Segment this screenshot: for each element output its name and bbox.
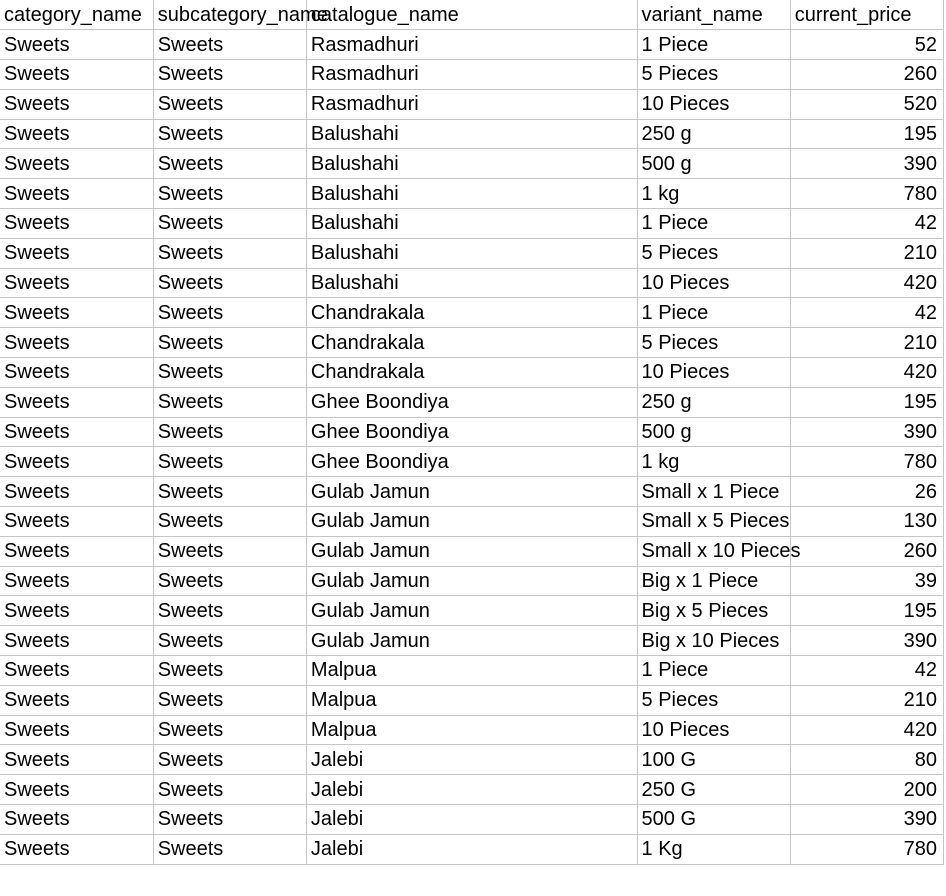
cell-current-price[interactable]: 780 [790, 447, 943, 477]
cell-subcategory-name[interactable]: Sweets [153, 60, 306, 90]
table-row [0, 447, 944, 477]
cell-subcategory-name[interactable]: Sweets [153, 834, 306, 864]
cell-current-price[interactable]: 80 [790, 745, 943, 775]
cell-catalogue-name[interactable]: Jalebi [306, 745, 637, 775]
cell-catalogue-name[interactable]: Rasmadhuri [306, 30, 637, 60]
cell-subcategory-name[interactable]: Sweets [153, 745, 306, 775]
cell-subcategory-name[interactable]: Sweets [153, 268, 306, 298]
cell-variant-name[interactable]: 5 Pieces [637, 328, 790, 358]
cell-current-price[interactable]: 420 [790, 268, 943, 298]
cell-subcategory-name[interactable]: Sweets [153, 30, 306, 60]
cell-category-name[interactable]: Sweets [0, 238, 153, 268]
cell-category-name[interactable]: Sweets [0, 30, 153, 60]
cell-catalogue-name[interactable]: Balushahi [306, 268, 637, 298]
cell-subcategory-name[interactable]: Sweets [153, 477, 306, 507]
table-row [0, 30, 944, 60]
cell-catalogue-name[interactable]: Chandrakala [306, 358, 637, 388]
cell-category-name[interactable]: Sweets [0, 209, 153, 239]
cell-category-name[interactable]: Sweets [0, 179, 153, 209]
cell-catalogue-name[interactable]: Ghee Boondiya [306, 387, 637, 417]
cell-subcategory-name[interactable]: Sweets [153, 238, 306, 268]
cell-catalogue-name[interactable]: Gulab Jamun [306, 507, 637, 537]
cell-current-price[interactable]: 390 [790, 417, 943, 447]
cell-current-price[interactable]: 42 [790, 656, 943, 686]
cell-variant-name[interactable]: 1 Kg [637, 834, 790, 864]
cell-variant-name[interactable]: 1 kg [637, 179, 790, 209]
cell-category-name[interactable]: Sweets [0, 715, 153, 745]
cell-variant-name[interactable]: Small x 10 Pieces [637, 536, 790, 566]
cell-category-name[interactable]: Sweets [0, 596, 153, 626]
cell-catalogue-name[interactable]: Rasmadhuri [306, 89, 637, 119]
cell-current-price[interactable]: 260 [790, 536, 943, 566]
cell-subcategory-name[interactable]: Sweets [153, 89, 306, 119]
cell-current-price[interactable]: 195 [790, 387, 943, 417]
cell-category-name[interactable]: Sweets [0, 119, 153, 149]
cell-subcategory-name[interactable]: Sweets [153, 685, 306, 715]
cell-variant-name[interactable]: 10 Pieces [637, 358, 790, 388]
cell-current-price[interactable]: 780 [790, 179, 943, 209]
cell-variant-name[interactable]: 5 Pieces [637, 238, 790, 268]
cell-current-price[interactable]: 420 [790, 358, 943, 388]
cell-variant-name[interactable]: 1 Piece [637, 30, 790, 60]
cell-category-name[interactable]: Sweets [0, 805, 153, 835]
cell-variant-name[interactable]: 1 kg [637, 447, 790, 477]
table-row [0, 507, 944, 537]
table-row [0, 268, 944, 298]
cell-catalogue-name[interactable]: Balushahi [306, 119, 637, 149]
table-row [0, 596, 944, 626]
cell-catalogue-name[interactable]: Malpua [306, 685, 637, 715]
cell-catalogue-name[interactable]: Balushahi [306, 238, 637, 268]
cell-catalogue-name[interactable]: Gulab Jamun [306, 536, 637, 566]
cell-variant-name[interactable]: 5 Pieces [637, 685, 790, 715]
cell-current-price[interactable]: 390 [790, 626, 943, 656]
header-catalogue-name[interactable]: catalogue_name [306, 0, 637, 30]
cell-current-price[interactable]: 520 [790, 89, 943, 119]
cell-variant-name[interactable]: 500 g [637, 417, 790, 447]
cell-variant-name[interactable]: 500 G [637, 805, 790, 835]
cell-catalogue-name[interactable]: Gulab Jamun [306, 626, 637, 656]
cell-variant-name[interactable]: 500 g [637, 149, 790, 179]
cell-current-price[interactable]: 210 [790, 238, 943, 268]
cell-catalogue-name[interactable]: Malpua [306, 656, 637, 686]
cell-category-name[interactable]: Sweets [0, 447, 153, 477]
cell-current-price[interactable]: 210 [790, 685, 943, 715]
cell-category-name[interactable]: Sweets [0, 536, 153, 566]
cell-current-price[interactable]: 210 [790, 328, 943, 358]
header-current-price[interactable]: current_price [790, 0, 943, 30]
cell-variant-name[interactable]: 250 g [637, 387, 790, 417]
cell-subcategory-name[interactable]: Sweets [153, 536, 306, 566]
cell-current-price[interactable]: 130 [790, 507, 943, 537]
table-row [0, 745, 944, 775]
cell-category-name[interactable]: Sweets [0, 60, 153, 90]
table-row [0, 298, 944, 328]
cell-catalogue-name[interactable]: Balushahi [306, 179, 637, 209]
table-row [0, 477, 944, 507]
table-row [0, 417, 944, 447]
cell-category-name[interactable]: Sweets [0, 358, 153, 388]
cell-variant-name[interactable]: 250 g [637, 119, 790, 149]
cell-catalogue-name[interactable]: Gulab Jamun [306, 596, 637, 626]
cell-variant-name[interactable]: 1 Piece [637, 656, 790, 686]
cell-variant-name[interactable]: Big x 1 Piece [637, 566, 790, 596]
cell-current-price[interactable]: 260 [790, 60, 943, 90]
cell-category-name[interactable]: Sweets [0, 834, 153, 864]
cell-current-price[interactable]: 26 [790, 477, 943, 507]
cell-subcategory-name[interactable]: Sweets [153, 656, 306, 686]
cell-current-price[interactable]: 780 [790, 834, 943, 864]
cell-category-name[interactable]: Sweets [0, 328, 153, 358]
cell-current-price[interactable]: 200 [790, 775, 943, 805]
cell-category-name[interactable]: Sweets [0, 89, 153, 119]
table-row [0, 775, 944, 805]
cell-variant-name[interactable]: 100 G [637, 745, 790, 775]
cell-variant-name[interactable]: Small x 1 Piece [637, 477, 790, 507]
cell-category-name[interactable]: Sweets [0, 417, 153, 447]
header-variant-name[interactable]: variant_name [637, 0, 790, 30]
table-row [0, 60, 944, 90]
cell-subcategory-name[interactable]: Sweets [153, 447, 306, 477]
table-body [0, 30, 944, 864]
table-row [0, 119, 944, 149]
table-row [0, 715, 944, 745]
cell-variant-name[interactable]: 1 Piece [637, 209, 790, 239]
cell-subcategory-name[interactable]: Sweets [153, 298, 306, 328]
cell-subcategory-name[interactable]: Sweets [153, 119, 306, 149]
cell-current-price[interactable]: 42 [790, 298, 943, 328]
cell-catalogue-name[interactable]: Chandrakala [306, 298, 637, 328]
cell-category-name[interactable]: Sweets [0, 268, 153, 298]
cell-current-price[interactable]: 390 [790, 805, 943, 835]
cell-variant-name[interactable]: Big x 5 Pieces [637, 596, 790, 626]
cell-subcategory-name[interactable]: Sweets [153, 328, 306, 358]
cell-catalogue-name[interactable]: Jalebi [306, 775, 637, 805]
cell-subcategory-name[interactable]: Sweets [153, 626, 306, 656]
cell-category-name[interactable]: Sweets [0, 685, 153, 715]
cell-category-name[interactable]: Sweets [0, 477, 153, 507]
header-row [0, 0, 944, 30]
header-subcategory-name[interactable]: subcategory_name [153, 0, 306, 30]
cell-subcategory-name[interactable]: Sweets [153, 358, 306, 388]
table-row [0, 685, 944, 715]
cell-subcategory-name[interactable]: Sweets [153, 209, 306, 239]
cell-subcategory-name[interactable]: Sweets [153, 775, 306, 805]
cell-subcategory-name[interactable]: Sweets [153, 715, 306, 745]
table-row [0, 89, 944, 119]
table-row [0, 834, 944, 864]
cell-subcategory-name[interactable]: Sweets [153, 179, 306, 209]
cell-category-name[interactable]: Sweets [0, 387, 153, 417]
cell-current-price[interactable]: 195 [790, 119, 943, 149]
table-row [0, 566, 944, 596]
cell-category-name[interactable]: Sweets [0, 626, 153, 656]
cell-current-price[interactable]: 42 [790, 209, 943, 239]
table-row [0, 328, 944, 358]
cell-catalogue-name[interactable]: Ghee Boondiya [306, 447, 637, 477]
cell-subcategory-name[interactable]: Sweets [153, 387, 306, 417]
cell-subcategory-name[interactable]: Sweets [153, 566, 306, 596]
table-row [0, 238, 944, 268]
cell-catalogue-name[interactable]: Gulab Jamun [306, 477, 637, 507]
cell-catalogue-name[interactable]: Ghee Boondiya [306, 417, 637, 447]
cell-category-name[interactable]: Sweets [0, 149, 153, 179]
cell-current-price[interactable]: 390 [790, 149, 943, 179]
cell-catalogue-name[interactable]: Rasmadhuri [306, 60, 637, 90]
cell-category-name[interactable]: Sweets [0, 656, 153, 686]
cell-variant-name[interactable]: 250 G [637, 775, 790, 805]
cell-variant-name[interactable]: 10 Pieces [637, 268, 790, 298]
cell-current-price[interactable]: 52 [790, 30, 943, 60]
cell-catalogue-name[interactable]: Malpua [306, 715, 637, 745]
cell-subcategory-name[interactable]: Sweets [153, 805, 306, 835]
cell-subcategory-name[interactable]: Sweets [153, 507, 306, 537]
cell-category-name[interactable]: Sweets [0, 775, 153, 805]
cell-variant-name[interactable]: 10 Pieces [637, 715, 790, 745]
cell-variant-name[interactable]: Small x 5 Pieces [637, 507, 790, 537]
cell-subcategory-name[interactable]: Sweets [153, 596, 306, 626]
table-row [0, 209, 944, 239]
table-row [0, 149, 944, 179]
header-category-name[interactable]: category_name [0, 0, 153, 30]
cell-current-price[interactable]: 195 [790, 596, 943, 626]
cell-catalogue-name[interactable]: Gulab Jamun [306, 566, 637, 596]
table-row [0, 536, 944, 566]
cell-category-name[interactable]: Sweets [0, 566, 153, 596]
cell-current-price[interactable]: 420 [790, 715, 943, 745]
cell-variant-name[interactable]: 10 Pieces [637, 89, 790, 119]
cell-catalogue-name[interactable]: Balushahi [306, 149, 637, 179]
cell-category-name[interactable]: Sweets [0, 745, 153, 775]
cell-variant-name[interactable]: 1 Piece [637, 298, 790, 328]
table-row [0, 626, 944, 656]
cell-catalogue-name[interactable]: Chandrakala [306, 328, 637, 358]
cell-subcategory-name[interactable]: Sweets [153, 417, 306, 447]
cell-category-name[interactable]: Sweets [0, 507, 153, 537]
cell-variant-name[interactable]: 5 Pieces [637, 60, 790, 90]
cell-catalogue-name[interactable]: Jalebi [306, 834, 637, 864]
table-row [0, 805, 944, 835]
table-row [0, 179, 944, 209]
cell-catalogue-name[interactable]: Balushahi [306, 209, 637, 239]
table-row [0, 387, 944, 417]
cell-current-price[interactable]: 39 [790, 566, 943, 596]
table-row [0, 656, 944, 686]
cell-subcategory-name[interactable]: Sweets [153, 149, 306, 179]
table-row [0, 358, 944, 388]
cell-variant-name[interactable]: Big x 10 Pieces [637, 626, 790, 656]
cell-catalogue-name[interactable]: Jalebi [306, 805, 637, 835]
cell-category-name[interactable]: Sweets [0, 298, 153, 328]
